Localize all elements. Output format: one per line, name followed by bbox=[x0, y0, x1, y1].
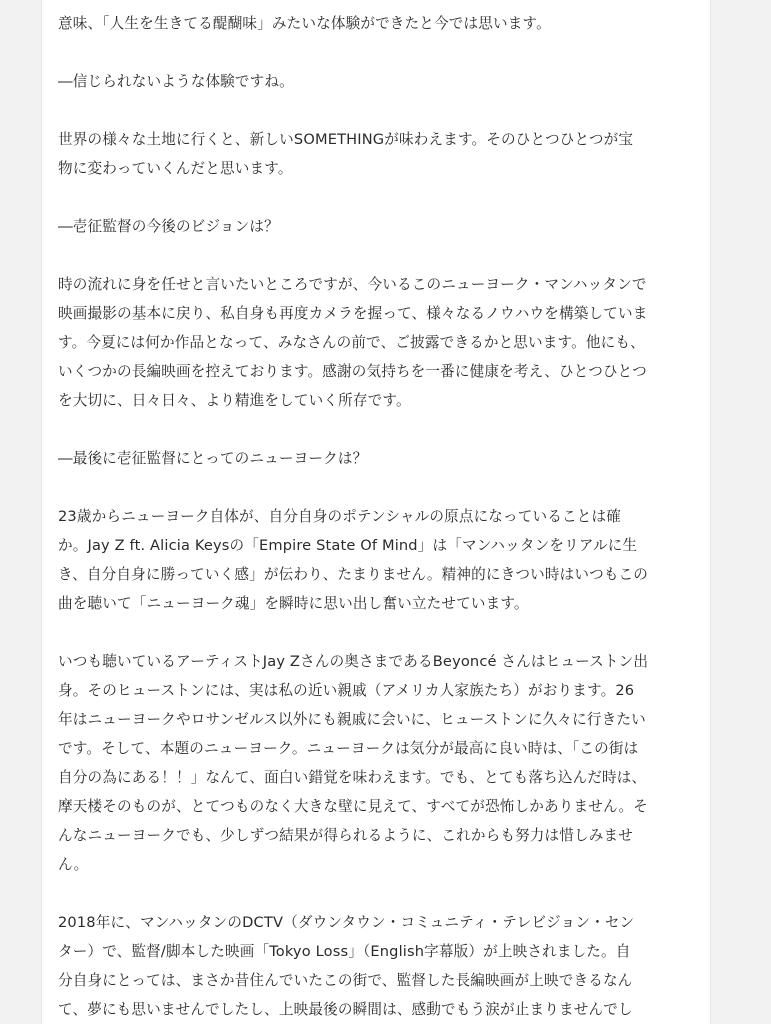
text-line: です。そして、本題のニューヨーク。ニューヨークは気分が最高に良い時は、「この街は bbox=[58, 740, 639, 757]
text-line: 身。そのヒューストンには、実は私の近い親戚（アメリカ人家族たち）がおります。26 bbox=[58, 682, 635, 699]
text-line: 自分の為にある！！」なんて、面白い錯覚を味わえます。でも、とても落ち込んだ時は、 bbox=[58, 769, 647, 786]
text-line: 映画撮影の基本に戻り、私自身も再度カメラを握って、様々なるノウハウを構築していま bbox=[58, 305, 648, 322]
paragraph-gap bbox=[58, 415, 692, 444]
text-line: 物に変わっていくんだと思います。 bbox=[58, 160, 293, 177]
text-line: 年はニューヨークやロサンゼルス以外にも親戚に会いに、ヒューストンに久々に行きたい bbox=[58, 711, 646, 728]
text-line: ―壱征監督の今後のビジョンは？ bbox=[58, 218, 279, 235]
text-line: ―最後に壱征監督にとってのニューヨークは？ bbox=[58, 450, 368, 467]
paragraph-gap bbox=[58, 879, 692, 908]
paragraph-gap bbox=[58, 183, 692, 212]
text-line: 曲を聴いて「ニューヨーク魂」を瞬時に思い出し奮い立たせています。 bbox=[58, 595, 529, 612]
paragraph-gap bbox=[58, 618, 692, 647]
text-line: き、自分自身に勝っていく感」が伝わり、たまりません。精神的にきつい時はいつもこの bbox=[58, 566, 649, 583]
text-line: いつも聴いているアーティストJay Zさんの奥さまであるBeyoncé さんはヒューストン出 bbox=[58, 653, 649, 670]
paragraph-gap bbox=[58, 96, 692, 125]
text-line: て、夢にも思いませんでしたし、上映最後の瞬間は、感動でもう涙が止まりませんでし bbox=[58, 1001, 633, 1018]
text-line: んなニューヨークでも、少しずつ結果が得られるように、これからも努力は惜しみませ bbox=[58, 827, 634, 844]
text-line: ター）で、監督/脚本した映画「Tokyo Loss」（English字幕版）が上映されました。自 bbox=[58, 943, 631, 960]
text-line: を大切に、日々日々、より精進をしていく所存です。 bbox=[58, 392, 411, 409]
paragraph-gap bbox=[58, 241, 692, 270]
text-line: いくつかの長編映画を控えております。感謝の気持ちを一番に健康を考え、ひとつひとつ bbox=[58, 363, 647, 380]
text-line: 分自身にとっては、まさか昔住んでいたこの街で、監督した長編映画が上映できるなん bbox=[58, 972, 633, 989]
text-line: 意味、「人生を生きてる醍醐味」みたいな体験ができたと今では思います。 bbox=[58, 15, 551, 32]
text-line: 23歳からニューヨーク自体が、自分自身のポテンシャルの原点になっていることは確 bbox=[58, 508, 622, 525]
text-line: 摩天楼そのものが、とてつものなく大きな壁に見えて、すべてが恐怖しかありません。そ bbox=[58, 798, 649, 815]
text-line: す。今夏には何か作品となって、みなさんの前で、ご披露できるかと思います。他にも、 bbox=[58, 334, 645, 351]
text-line: ん。 bbox=[58, 856, 89, 873]
text-line: か。Jay Z ft. Alicia Keysの「Empire State Of Mind」は「マンハッタンをリアルに生 bbox=[58, 537, 638, 554]
text-line: 時の流れに身を任せと言いたいところですが、今いるこのニューヨーク・マンハッタンで bbox=[58, 276, 647, 293]
page-container bbox=[41, 0, 711, 1024]
text-line: 2018年に、マンハッタンのDCTV（ダウンタウン・コミュニティ・テレビジョン・セン bbox=[58, 914, 635, 931]
paragraph-gap bbox=[58, 473, 692, 502]
text-line: 世界の様々な土地に行くと、新しいSOMETHINGが味わえます。そのひとつひとつが宝 bbox=[58, 131, 634, 148]
paragraph-gap bbox=[58, 38, 692, 67]
text-line: ―信じられないような体験ですね。 bbox=[58, 73, 294, 90]
article-body bbox=[58, 9, 692, 1024]
